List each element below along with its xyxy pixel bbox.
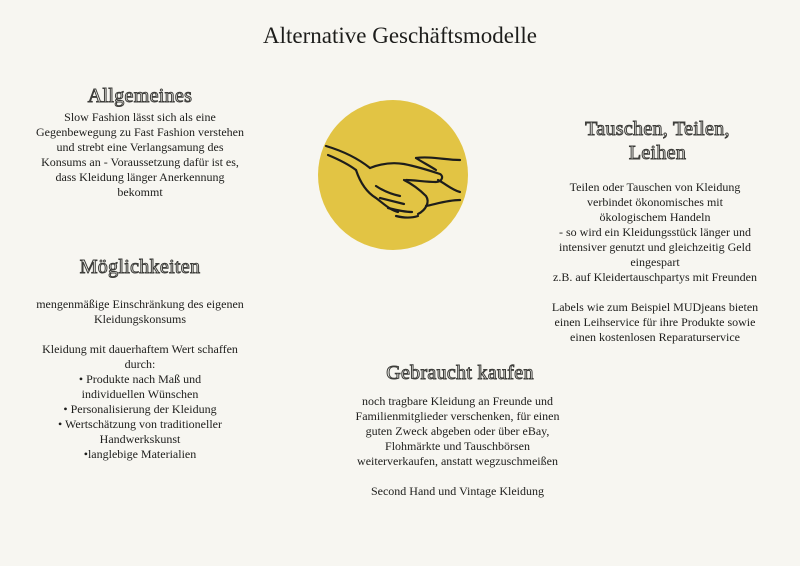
- text-gebraucht: noch tragbare Kleidung an Freunde und Familienmitglieder verschenken, für einen guten Zweck abgeben oder über eBay, Flohmärkte und Tauschbörsen weiterverkaufen, anstatt wegzuschmeißen Second Hand und Vintage Kleidung: [355, 394, 560, 498]
- page-title: Alternative Geschäftsmodelle: [263, 23, 537, 48]
- heading-gebraucht: Gebraucht kaufen: [386, 362, 534, 384]
- heading-moeglichkeiten: Möglichkeiten: [79, 256, 201, 278]
- heading-tauschen: Tauschen, Teilen, Leihen: [585, 118, 730, 164]
- heading-allgemeines: Allgemeines: [87, 85, 193, 107]
- text-moeglichkeiten: mengenmäßige Einschränkung des eigenen Kleidungskonsums Kleidung mit dauerhaftem Wert schaffen durch: • Produkte nach Maß und individuellen Wünschen • Personalisierung der Kleidung • Wertschätzung von traditioneller Handwerkskunst •langlebige Materialien: [36, 297, 244, 461]
- accent-circle: [318, 100, 468, 250]
- text-tauschen: Teilen oder Tauschen von Kleidung verbindet ökonomisches mit ökologischem Handeln - so wird ein Kleidungsstück länger und intensiver genutzt und gleichzeitig Geld eingespart z.B. auf Kleidertauschpartys mit Freunden Labels wie zum Beispiel MUDjeans bieten einen Leihservice für ihre Produkte sowie einen kostenlosen Reparaturservice: [551, 180, 759, 344]
- text-allgemeines: Slow Fashion lässt sich als eine Gegenbewegung zu Fast Fashion verstehen und strebt eine Verlangsamung des Konsums an - Voraussetzung dafür ist es, dass Kleidung länger Anerkennung bekommt: [36, 110, 244, 199]
- handshake-icon: [318, 100, 468, 250]
